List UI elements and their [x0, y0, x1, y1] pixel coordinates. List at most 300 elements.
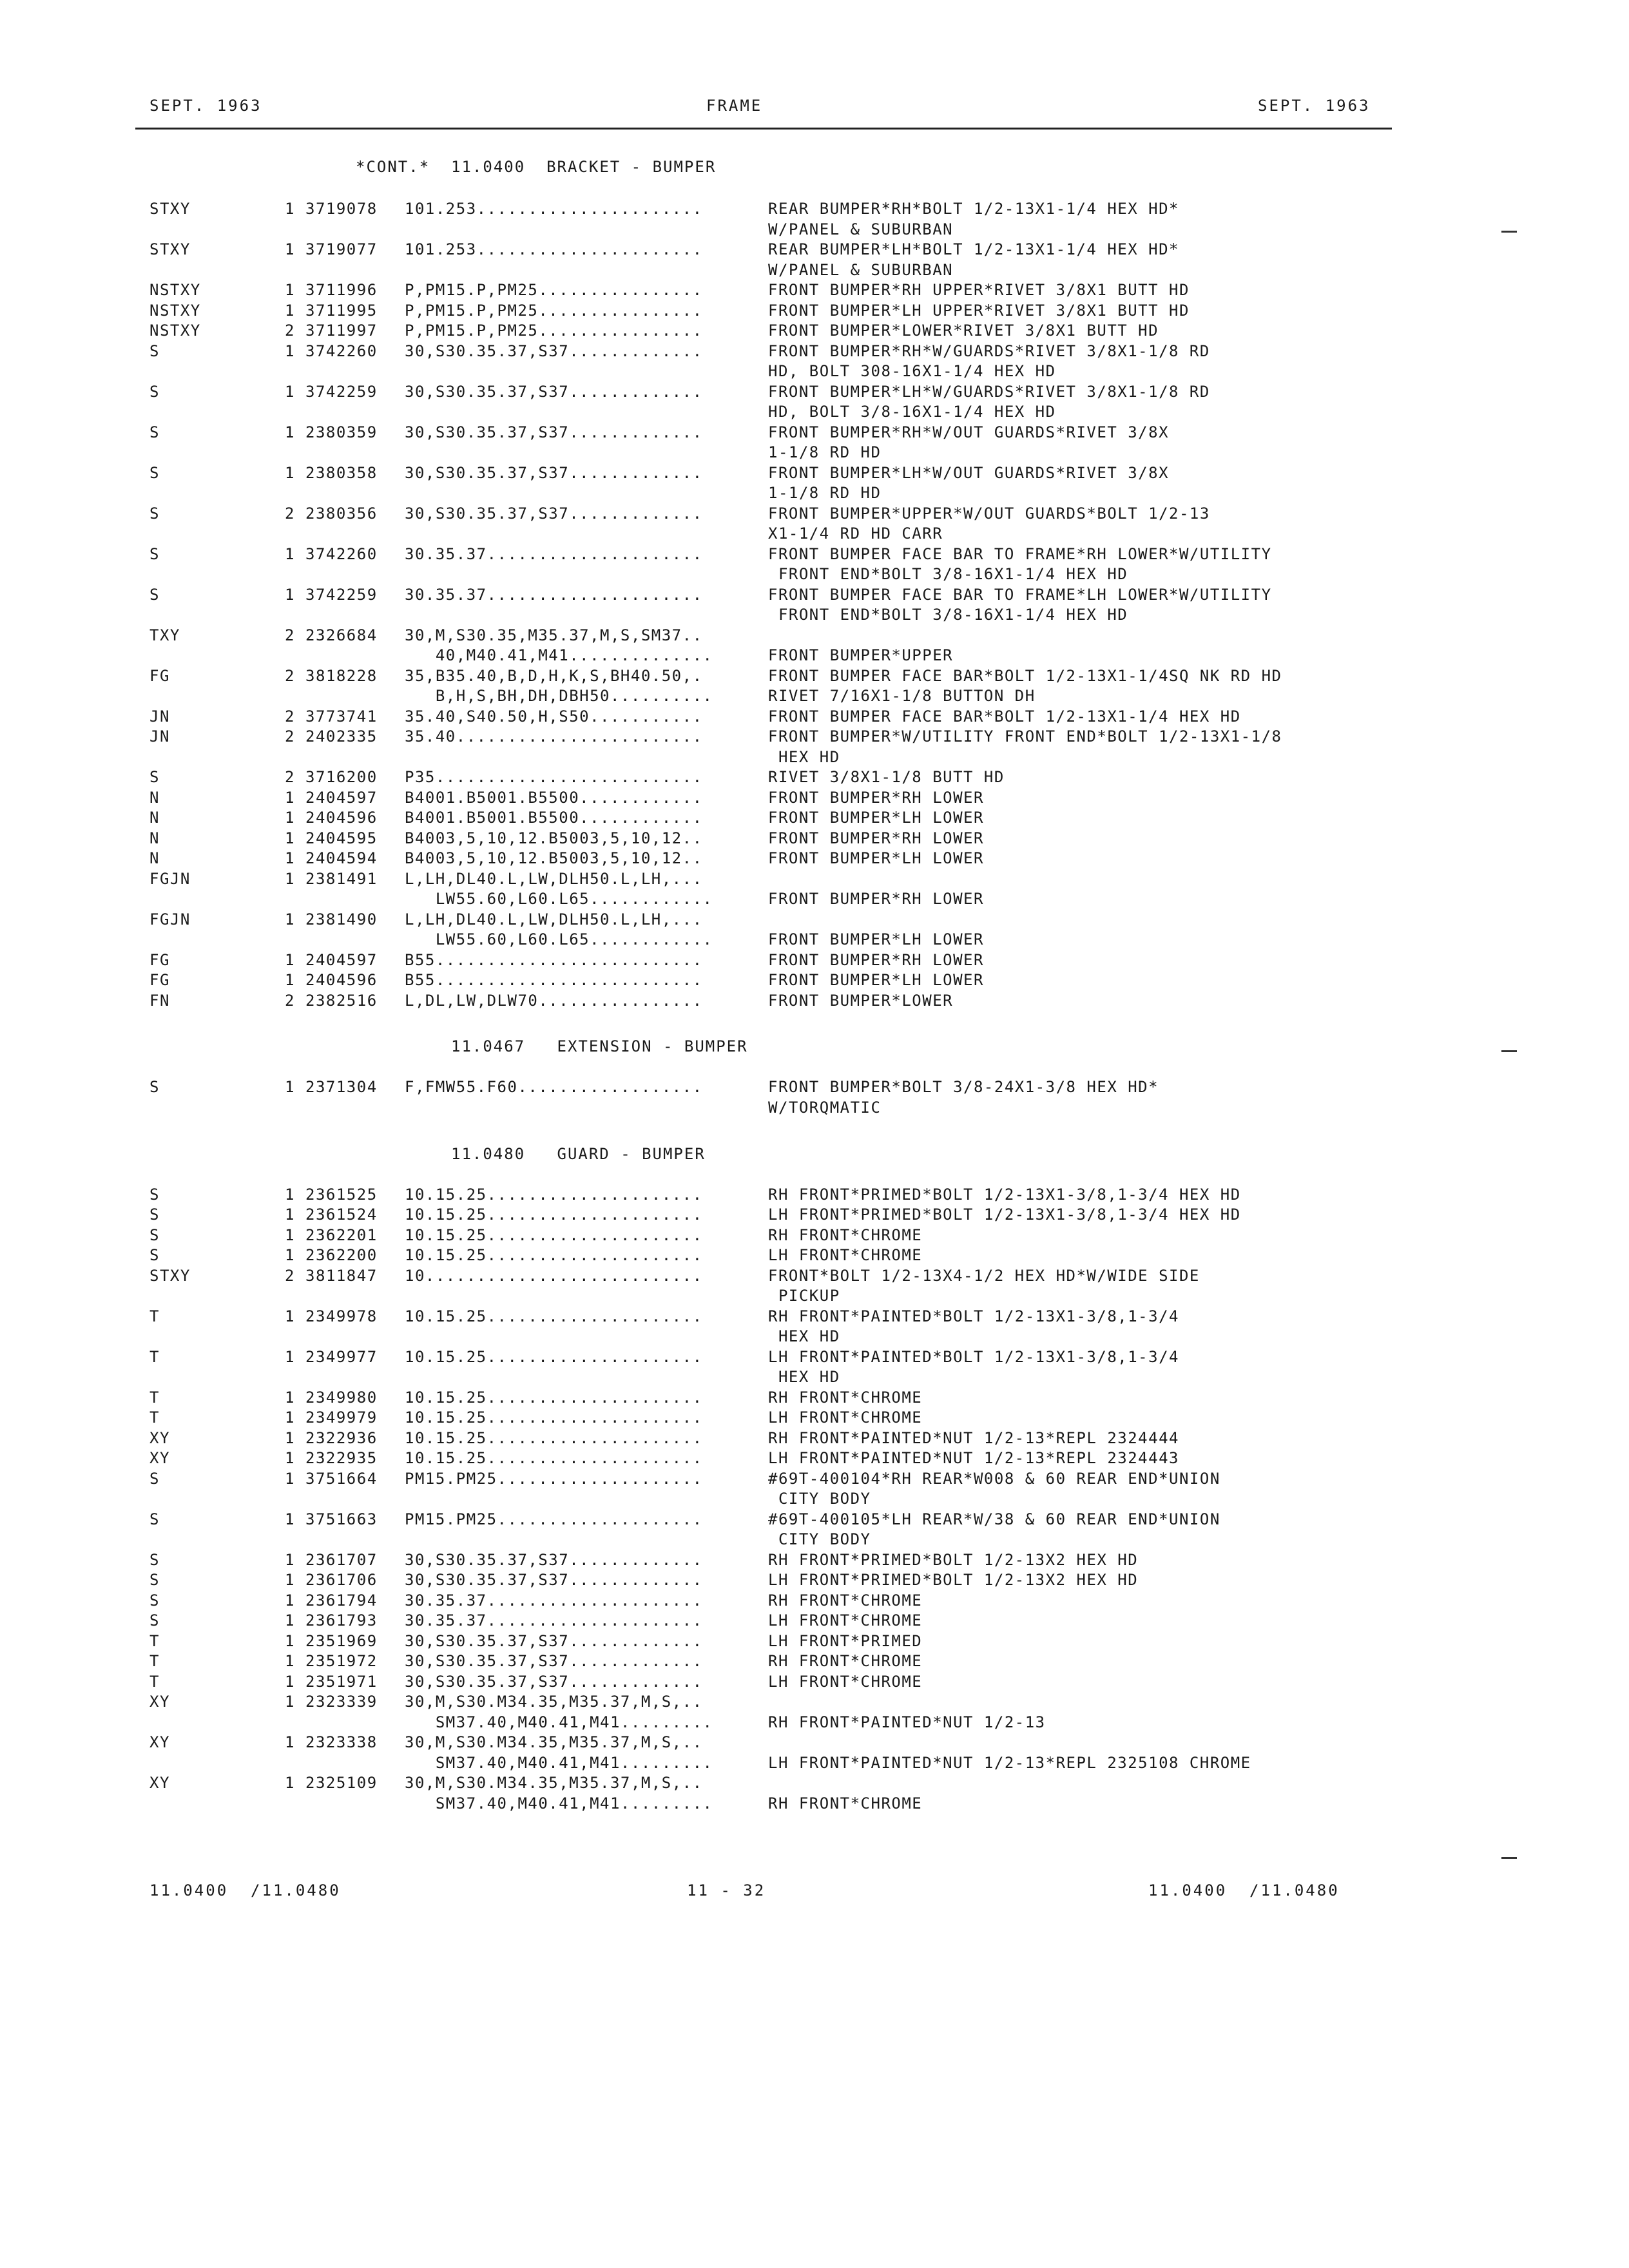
header-rule: [135, 128, 1392, 130]
row-part-number: 3742259: [305, 586, 378, 604]
row-quantity: 1: [285, 1470, 295, 1488]
row-quantity: 1: [285, 1571, 295, 1589]
row-quantity: 2: [285, 992, 295, 1010]
row-models: F,FMW55.F60..................: [405, 1078, 703, 1096]
row-quantity: 2: [285, 626, 295, 644]
row-part-number: 2381491: [305, 870, 378, 888]
row-description: FRONT BUMPER*W/UTILITY FRONT END*BOLT 1/2-13X1-1/8: [768, 727, 1282, 745]
row-quantity: 1: [285, 1591, 295, 1610]
row-code: S: [149, 1551, 160, 1569]
row-part-number: 2361706: [305, 1571, 378, 1589]
parts-row: [0, 1307, 1629, 1326]
header-center: FRAME: [706, 97, 763, 115]
row-description: 1-1/8 RD HD: [768, 484, 882, 502]
row-description: CITY BODY: [768, 1530, 871, 1548]
parts-row: [0, 1651, 1629, 1671]
row-code: S: [149, 1611, 160, 1629]
parts-row: [0, 382, 1629, 401]
row-code: S: [149, 1571, 160, 1589]
parts-row: [0, 1408, 1629, 1427]
row-code: NSTXY: [149, 281, 201, 299]
row-description: HEX HD: [768, 748, 840, 766]
row-part-number: 2322936: [305, 1429, 378, 1447]
parts-row: [0, 808, 1629, 827]
row-quantity: 2: [285, 322, 295, 340]
parts-row: [0, 950, 1629, 970]
parts-row: [0, 1489, 1629, 1508]
row-description: LH FRONT*CHROME: [768, 1408, 923, 1427]
row-models: 30,S30.35.37,S37.............: [405, 464, 703, 482]
parts-row: [0, 1367, 1629, 1387]
parts-row: [0, 585, 1629, 604]
row-models: B4003,5,10,12.B5003,5,10,12..: [405, 849, 703, 867]
row-description: RH FRONT*CHROME: [768, 1226, 923, 1244]
row-models: 30,S30.35.37,S37.............: [405, 423, 703, 441]
row-quantity: 1: [285, 1389, 295, 1407]
row-part-number: 3711995: [305, 302, 378, 320]
row-models: 10.15.25.....................: [405, 1186, 703, 1204]
row-description: HEX HD: [768, 1327, 840, 1345]
parts-row: [0, 504, 1629, 523]
parts-row: [0, 889, 1629, 908]
row-description: FRONT END*BOLT 3/8-16X1-1/4 HEX HD: [768, 565, 1128, 583]
row-quantity: 1: [285, 1078, 295, 1096]
parts-row: [0, 1733, 1629, 1752]
row-part-number: 3719078: [305, 200, 378, 218]
row-quantity: 1: [285, 383, 295, 401]
row-code: FN: [149, 992, 170, 1010]
parts-row: [0, 1591, 1629, 1610]
row-models: 30.35.37.....................: [405, 1611, 703, 1629]
row-description: RH FRONT*CHROME: [768, 1389, 923, 1407]
row-models: LW55.60,L60.L65............: [405, 930, 713, 948]
row-part-number: 2380358: [305, 464, 378, 482]
row-code: S: [149, 545, 160, 563]
row-code: S: [149, 1246, 160, 1264]
parts-row: [0, 1077, 1629, 1097]
row-part-number: 2323339: [305, 1693, 378, 1711]
row-models: B55..........................: [405, 951, 703, 969]
row-quantity: 1: [285, 1774, 295, 1792]
row-models: B55..........................: [405, 971, 703, 989]
parts-row: [0, 626, 1629, 645]
row-part-number: 2351971: [305, 1673, 378, 1691]
row-quantity: 1: [285, 281, 295, 299]
row-part-number: 2382516: [305, 992, 378, 1010]
row-part-number: 3818228: [305, 667, 378, 685]
row-models: 30,S30.35.37,S37.............: [405, 1673, 703, 1691]
row-part-number: 3773741: [305, 707, 378, 726]
row-code: S: [149, 505, 160, 523]
row-description: FRONT BUMPER FACE BAR TO FRAME*RH LOWER*W/UTILITY: [768, 545, 1272, 563]
parts-row: [0, 1550, 1629, 1570]
row-quantity: 1: [285, 1611, 295, 1629]
parts-row: [0, 849, 1629, 868]
row-part-number: 2404594: [305, 849, 378, 867]
row-quantity: 1: [285, 849, 295, 867]
row-description: LH FRONT*CHROME: [768, 1611, 923, 1629]
row-description: #69T-400104*RH REAR*W008 & 60 REAR END*UNION: [768, 1470, 1220, 1488]
row-description: RH FRONT*PRIMED*BOLT 1/2-13X1-3/8,1-3/4 HEX HD: [768, 1186, 1241, 1204]
row-description: FRONT BUMPER*BOLT 3/8-24X1-3/8 HEX HD*: [768, 1078, 1159, 1096]
row-description: HD, BOLT 308-16X1-1/4 HEX HD: [768, 362, 1056, 380]
parts-row: [0, 1530, 1629, 1549]
row-code: N: [149, 789, 160, 807]
row-models: SM37.40,M40.41,M41.........: [405, 1754, 713, 1772]
row-code: N: [149, 829, 160, 847]
parts-row: [0, 220, 1629, 239]
row-models: B4001.B5001.B5500............: [405, 809, 703, 827]
row-description: FRONT BUMPER*LH*W/OUT GUARDS*RIVET 3/8X: [768, 464, 1170, 482]
row-part-number: 2380356: [305, 505, 378, 523]
row-part-number: 2362201: [305, 1226, 378, 1244]
row-part-number: 3742260: [305, 342, 378, 360]
parts-row: [0, 1286, 1629, 1305]
row-description: FRONT BUMPER*UPPER: [768, 646, 954, 664]
row-code: JN: [149, 707, 170, 726]
parts-row: [0, 1327, 1629, 1346]
row-models: 30,M,S30.M34.35,M35.37,M,S,..: [405, 1693, 703, 1711]
row-code: XY: [149, 1449, 170, 1467]
row-models: 30,S30.35.37,S37.............: [405, 1571, 703, 1589]
section-title: *CONT.* 11.0400 BRACKET - BUMPER: [356, 158, 717, 176]
parts-row: [0, 341, 1629, 361]
row-models: 10.15.25.....................: [405, 1246, 703, 1264]
row-code: XY: [149, 1429, 170, 1447]
parts-row: [0, 402, 1629, 421]
parts-row: [0, 1713, 1629, 1732]
row-models: 30,S30.35.37,S37.............: [405, 1652, 703, 1670]
parts-row: [0, 1245, 1629, 1265]
row-description: FRONT BUMPER*LH LOWER: [768, 971, 984, 989]
row-description: W/PANEL & SUBURBAN: [768, 261, 954, 279]
row-code: S: [149, 1510, 160, 1528]
row-description: FRONT BUMPER*RH*W/GUARDS*RIVET 3/8X1-1/8 RD: [768, 342, 1210, 360]
row-description: RH FRONT*PRIMED*BOLT 1/2-13X2 HEX HD: [768, 1551, 1139, 1569]
row-part-number: 2402335: [305, 727, 378, 745]
row-description: FRONT BUMPER*RH LOWER: [768, 789, 984, 807]
row-code: S: [149, 423, 160, 441]
row-part-number: 2361524: [305, 1206, 378, 1224]
parts-row: [0, 564, 1629, 584]
row-code: S: [149, 383, 160, 401]
row-models: SM37.40,M40.41,M41.........: [405, 1713, 713, 1731]
row-code: FG: [149, 951, 170, 969]
row-description: HD, BOLT 3/8-16X1-1/4 HEX HD: [768, 403, 1056, 421]
row-code: XY: [149, 1733, 170, 1751]
row-description: FRONT BUMPER*RH*W/OUT GUARDS*RIVET 3/8X: [768, 423, 1170, 441]
row-description: RH FRONT*CHROME: [768, 1591, 923, 1610]
row-description: LH FRONT*PAINTED*BOLT 1/2-13X1-3/8,1-3/4: [768, 1348, 1179, 1366]
row-code: NSTXY: [149, 322, 201, 340]
row-part-number: 3711996: [305, 281, 378, 299]
row-part-number: 2371304: [305, 1078, 378, 1096]
parts-row: [0, 666, 1629, 686]
row-code: T: [149, 1307, 160, 1325]
parts-row: [0, 240, 1629, 259]
row-code: STXY: [149, 1267, 191, 1285]
row-description: FRONT BUMPER*RH LOWER: [768, 829, 984, 847]
row-description: FRONT BUMPER*RH LOWER: [768, 951, 984, 969]
row-models: 10...........................: [405, 1267, 703, 1285]
parts-row: [0, 1185, 1629, 1204]
row-models: 30,S30.35.37,S37.............: [405, 342, 703, 360]
row-models: 10.15.25.....................: [405, 1307, 703, 1325]
row-quantity: 1: [285, 951, 295, 969]
parts-row: [0, 1469, 1629, 1488]
row-description: CITY BODY: [768, 1490, 871, 1508]
row-models: SM37.40,M40.41,M41.........: [405, 1794, 713, 1812]
row-models: 35.40........................: [405, 727, 703, 745]
row-models: P,PM15.P,PM25................: [405, 322, 703, 340]
row-quantity: 1: [285, 910, 295, 928]
row-quantity: 1: [285, 1246, 295, 1264]
parts-row: [0, 1794, 1629, 1813]
row-quantity: 1: [285, 1632, 295, 1650]
row-quantity: 1: [285, 1693, 295, 1711]
row-quantity: 1: [285, 545, 295, 563]
row-part-number: 2361793: [305, 1611, 378, 1629]
row-part-number: 2351972: [305, 1652, 378, 1670]
parts-row: [0, 544, 1629, 564]
row-description: FRONT BUMPER*RH LOWER: [768, 890, 984, 908]
footer-page-number: 11 - 32: [687, 1881, 766, 1899]
row-description: 1-1/8 RD HD: [768, 443, 882, 461]
row-code: S: [149, 1226, 160, 1244]
row-part-number: 3711997: [305, 322, 378, 340]
row-description: #69T-400105*LH REAR*W/38 & 60 REAR END*UNION: [768, 1510, 1220, 1528]
row-code: XY: [149, 1693, 170, 1711]
parts-row: [0, 423, 1629, 442]
section-title: 11.0467 EXTENSION - BUMPER: [451, 1037, 748, 1056]
parts-row: [0, 1510, 1629, 1529]
row-part-number: 2381490: [305, 910, 378, 928]
parts-row: [0, 605, 1629, 624]
row-quantity: 1: [285, 829, 295, 847]
parts-row: [0, 1205, 1629, 1224]
row-part-number: 2349978: [305, 1307, 378, 1325]
row-part-number: 2404596: [305, 971, 378, 989]
row-models: 30.35.37.....................: [405, 586, 703, 604]
row-part-number: 2361794: [305, 1591, 378, 1610]
margin-mark: [1501, 231, 1517, 233]
row-part-number: 2349979: [305, 1408, 378, 1427]
row-quantity: 1: [285, 302, 295, 320]
row-quantity: 2: [285, 727, 295, 745]
parts-row: [0, 991, 1629, 1010]
parts-row: [0, 970, 1629, 990]
row-code: T: [149, 1408, 160, 1427]
row-description: FRONT BUMPER*LH UPPER*RIVET 3/8X1 BUTT HD: [768, 302, 1190, 320]
row-models: B,H,S,BH,DH,DBH50..........: [405, 687, 713, 705]
row-code: S: [149, 1470, 160, 1488]
parts-row: [0, 1773, 1629, 1792]
parts-row: [0, 260, 1629, 280]
row-quantity: 1: [285, 1673, 295, 1691]
row-quantity: 1: [285, 423, 295, 441]
row-code: S: [149, 1206, 160, 1224]
row-models: L,LH,DL40.L,LW,DLH50.L,LH,...: [405, 870, 703, 888]
row-models: L,LH,DL40.L,LW,DLH50.L,LH,...: [405, 910, 703, 928]
row-quantity: 2: [285, 667, 295, 685]
row-part-number: 3716200: [305, 768, 378, 786]
row-models: 10.15.25.....................: [405, 1449, 703, 1467]
parts-row: [0, 747, 1629, 767]
row-description: LH FRONT*PRIMED*BOLT 1/2-13X1-3/8,1-3/4 HEX HD: [768, 1206, 1241, 1224]
row-part-number: 2380359: [305, 423, 378, 441]
row-quantity: 1: [285, 240, 295, 258]
row-description: FRONT BUMPER*RH UPPER*RIVET 3/8X1 BUTT HD: [768, 281, 1190, 299]
row-description: RH FRONT*CHROME: [768, 1652, 923, 1670]
row-description: FRONT BUMPER*LOWER*RIVET 3/8X1 BUTT HD: [768, 322, 1159, 340]
row-code: N: [149, 809, 160, 827]
row-quantity: 1: [285, 1307, 295, 1325]
parts-row: [0, 1570, 1629, 1590]
row-code: S: [149, 464, 160, 482]
parts-row: [0, 1266, 1629, 1285]
row-description: RH FRONT*PAINTED*BOLT 1/2-13X1-3/8,1-3/4: [768, 1307, 1179, 1325]
row-part-number: 2349980: [305, 1389, 378, 1407]
parts-row: [0, 686, 1629, 706]
row-description: RIVET 3/8X1-1/8 BUTT HD: [768, 768, 1005, 786]
row-quantity: 1: [285, 1226, 295, 1244]
row-description: HEX HD: [768, 1368, 840, 1386]
header-left: SEPT. 1963: [149, 97, 262, 115]
row-quantity: 1: [285, 789, 295, 807]
row-code: STXY: [149, 240, 191, 258]
row-part-number: 2325109: [305, 1774, 378, 1792]
row-part-number: 3742260: [305, 545, 378, 563]
row-description: FRONT BUMPER*LH LOWER: [768, 809, 984, 827]
row-part-number: 3811847: [305, 1267, 378, 1285]
row-models: 10.15.25.....................: [405, 1408, 703, 1427]
row-models: 10.15.25.....................: [405, 1206, 703, 1224]
margin-mark: [1501, 1050, 1517, 1052]
row-part-number: 2404596: [305, 809, 378, 827]
row-quantity: 1: [285, 1652, 295, 1670]
parts-row: [0, 646, 1629, 665]
row-quantity: 1: [285, 342, 295, 360]
footer-left: 11.0400 /11.0480: [149, 1881, 341, 1899]
row-description: FRONT BUMPER*LH LOWER: [768, 849, 984, 867]
parts-row: [0, 199, 1629, 218]
row-quantity: 1: [285, 1186, 295, 1204]
parts-row: [0, 524, 1629, 543]
parts-row: [0, 301, 1629, 320]
row-models: 30.35.37.....................: [405, 1591, 703, 1610]
row-description: FRONT BUMPER FACE BAR*BOLT 1/2-13X1-1/4 HEX HD: [768, 707, 1241, 726]
row-models: 10.15.25.....................: [405, 1429, 703, 1447]
parts-row: [0, 1753, 1629, 1773]
parts-row: [0, 1347, 1629, 1367]
row-description: REAR BUMPER*RH*BOLT 1/2-13X1-1/4 HEX HD*: [768, 200, 1179, 218]
parts-row: [0, 1611, 1629, 1630]
row-code: FG: [149, 971, 170, 989]
parts-row: [0, 321, 1629, 340]
row-quantity: 1: [285, 809, 295, 827]
row-models: LW55.60,L60.L65............: [405, 890, 713, 908]
row-code: S: [149, 342, 160, 360]
row-models: 30,M,S30.M34.35,M35.37,M,S,..: [405, 1774, 703, 1792]
row-description: PICKUP: [768, 1287, 840, 1305]
row-models: B4003,5,10,12.B5003,5,10,12..: [405, 829, 703, 847]
row-quantity: 1: [285, 1551, 295, 1569]
parts-row: [0, 1631, 1629, 1651]
row-part-number: 3742259: [305, 383, 378, 401]
row-description: REAR BUMPER*LH*BOLT 1/2-13X1-1/4 HEX HD*: [768, 240, 1179, 258]
parts-row: [0, 1388, 1629, 1407]
parts-row: [0, 930, 1629, 949]
row-code: T: [149, 1348, 160, 1366]
row-models: 10.15.25.....................: [405, 1389, 703, 1407]
row-models: 30,S30.35.37,S37.............: [405, 1632, 703, 1650]
row-part-number: 2404597: [305, 789, 378, 807]
row-models: 10.15.25.....................: [405, 1226, 703, 1244]
row-description: LH FRONT*PRIMED*BOLT 1/2-13X2 HEX HD: [768, 1571, 1139, 1589]
parts-row: [0, 1448, 1629, 1468]
row-code: S: [149, 1186, 160, 1204]
row-part-number: 2404597: [305, 951, 378, 969]
parts-row: [0, 727, 1629, 746]
row-code: STXY: [149, 200, 191, 218]
row-part-number: 3719077: [305, 240, 378, 258]
row-models: 101.253......................: [405, 240, 703, 258]
row-models: 30,S30.35.37,S37.............: [405, 383, 703, 401]
margin-mark: [1501, 1857, 1517, 1859]
parts-row: [0, 707, 1629, 726]
row-models: 101.253......................: [405, 200, 703, 218]
parts-row: [0, 869, 1629, 889]
row-description: LH FRONT*CHROME: [768, 1246, 923, 1264]
row-description: FRONT BUMPER*UPPER*W/OUT GUARDS*BOLT 1/2-13: [768, 505, 1210, 523]
row-quantity: 2: [285, 1267, 295, 1285]
row-quantity: 1: [285, 464, 295, 482]
row-models: 10.15.25.....................: [405, 1348, 703, 1366]
row-quantity: 1: [285, 1348, 295, 1366]
parts-row: [0, 483, 1629, 503]
row-quantity: 1: [285, 1449, 295, 1467]
row-code: NSTXY: [149, 302, 201, 320]
row-description: RH FRONT*PAINTED*NUT 1/2-13: [768, 1713, 1046, 1731]
row-code: S: [149, 768, 160, 786]
row-part-number: 2349977: [305, 1348, 378, 1366]
row-quantity: 1: [285, 586, 295, 604]
row-part-number: 2323338: [305, 1733, 378, 1751]
row-description: FRONT BUMPER*LH*W/GUARDS*RIVET 3/8X1-1/8 RD: [768, 383, 1210, 401]
row-description: W/PANEL & SUBURBAN: [768, 220, 954, 238]
row-quantity: 1: [285, 1408, 295, 1427]
parts-row: [0, 463, 1629, 483]
row-quantity: 1: [285, 870, 295, 888]
row-description: LH FRONT*CHROME: [768, 1673, 923, 1691]
row-code: JN: [149, 727, 170, 745]
row-quantity: 1: [285, 200, 295, 218]
row-description: FRONT END*BOLT 3/8-16X1-1/4 HEX HD: [768, 606, 1128, 624]
row-models: L,DL,LW,DLW70................: [405, 992, 703, 1010]
row-part-number: 2326684: [305, 626, 378, 644]
row-part-number: 3751664: [305, 1470, 378, 1488]
row-part-number: 2361707: [305, 1551, 378, 1569]
row-models: P,PM15.P,PM25................: [405, 302, 703, 320]
row-description: LH FRONT*PRIMED: [768, 1632, 923, 1650]
parts-row: [0, 1098, 1629, 1117]
parts-row: [0, 443, 1629, 462]
parts-row: [0, 1672, 1629, 1691]
row-code: FG: [149, 667, 170, 685]
row-description: RIVET 7/16X1-1/8 BUTTON DH: [768, 687, 1036, 705]
row-quantity: 1: [285, 971, 295, 989]
row-description: LH FRONT*PAINTED*NUT 1/2-13*REPL 2325108 CHROME: [768, 1754, 1251, 1772]
